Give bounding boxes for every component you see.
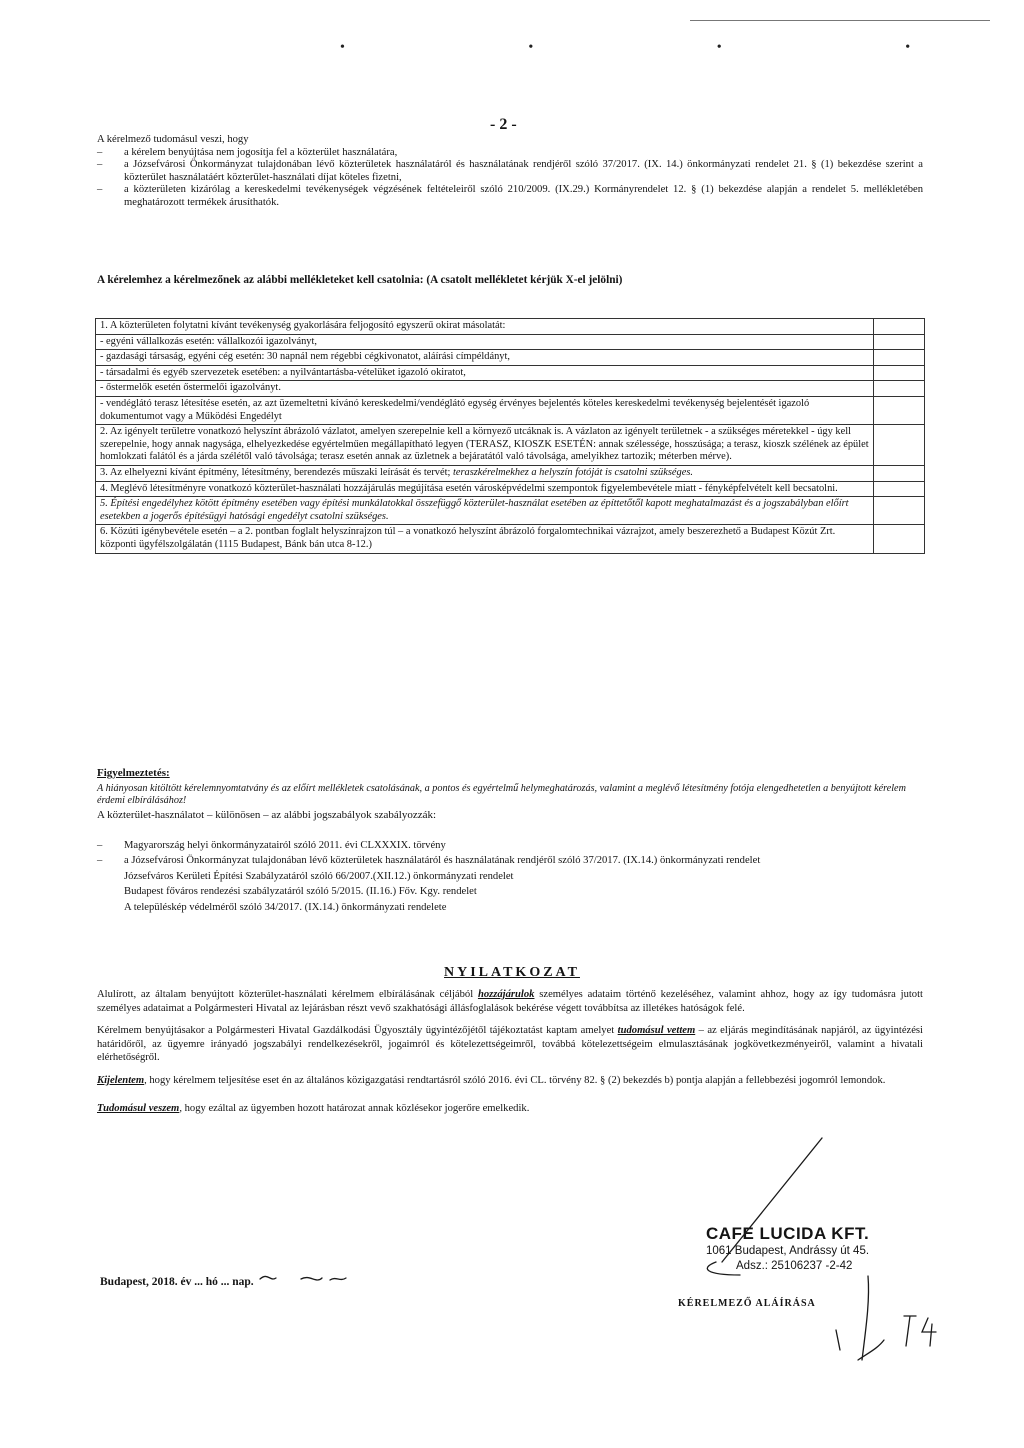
intro-bullet-text: a közterületen kizárólag a kereskedelmi tevékenységek végzésének feltételeiről szóló 210/2009. (IX.29.) Kormányrendelet 12. § (1) bekezdése alapján a rendelet 5. mellékletében meghatározott termékek árusíthatók. (124, 184, 923, 208)
page-number: - 2 - (490, 116, 517, 133)
attachment-text: 5. Építési engedélyhez kötött építmény esetében vagy építési munkálatokkal összefüggő közterület-használat esetében az építtetőtől kapott meghatalmazást és a jogszabályban előírt esetekben a jogerős építésügyi hatósági engedélyt csatolni szükséges. (96, 497, 874, 525)
attachment-text: 3. Az elhelyezni kívánt építmény, létesítmény, berendezés műszaki leírását és tervét; (100, 466, 451, 478)
intro-lead: A kérelmező tudomásul veszi, hogy (97, 134, 249, 145)
intro-bullet-text: a kérelem benyújtása nem jogosítja fel a közterület használatára, (124, 146, 398, 158)
notice-text: A hiányosan kitöltött kérelemnyomtatvány és az előírt mellékletek csatolásának, a pontos és egyértelmű helymeghatározás, valamint a meglévő létesítmény fotója elengedhetetlen a benyújtott kérelem érdemi elbírálásához! (97, 783, 906, 807)
intro-bullet: – a közterületen kizárólag a kereskedelmi tevékenységek végzésének feltételeiről szóló 210/2009. (IX.29.) Kormányrendelet 12. § (1) bekezdése alapján a rendelet 5. mellékletében meghatározott termékek árusíthatók. (97, 184, 923, 208)
stamp-tax-number: Adsz.: 25106237 -2-42 (736, 1260, 853, 1272)
law-text: a Józsefvárosi Önkormányzat tulajdonában lévő közterületek használatáról és használatának rendjéről szóló 37/2017. (IX.14.) önkormányzati rendelet (124, 855, 761, 867)
stamp-company-name: CAFE LUCIDA KFT. (706, 1224, 870, 1243)
law-text: Józsefváros Kerületi Építési Szabályzatáról szóló 66/2007.(XII.12.) önkormányzati rendelet (124, 870, 514, 882)
attachments-heading: A kérelemhez a kérelmezőnek az alábbi mellékleteket kell csatolnia: (A csatolt mellékletet kérjük X-el jelölni) (97, 274, 623, 286)
law-text: A településkép védelméről szóló 34/2017. (IX.14.) önkormányzati rendelete (124, 901, 447, 913)
signature-date: Budapest, 2018. év ... hó ... nap. (100, 1276, 254, 1288)
attachment-text: 4. Meglévő létesítményre vonatkozó közterület-használati hozzájárulás megújítása esetén városképvédelmi szempontok figyelembevétele miatt - fényképfelvételt kell becsatolni. (96, 481, 874, 497)
declaration-paragraph: Kérelmem benyújtásakor a Polgármesteri Hivatal Gazdálkodási Ügyosztály ügyintézőjétől tájékoztatást kaptam amelyet tudomásul vettem – az eljárás megindításának napjáról, az ügyintézési határidőről, az ügyemre irányadó jogszabályi rendelkezésekről, jogaimról és kötelezettségeimről, továbbá kötelezettségeim elmulasztásának jogkövetkezményeiről, valamint a hivatali elérhetőségről. (97, 1025, 923, 1064)
law-text: Budapest főváros rendezési szabályzatáról szóló 5/2015. (II.16.) Főv. Kgy. rendelet (124, 886, 477, 898)
notice-title: Figyelmeztetés: (97, 767, 170, 779)
attachment-text: 1. A közterületen folytatni kívánt tevékenység gyakorlására feljogosító egyszerű okirat másolatát: (96, 319, 874, 335)
attachment-text: - vendéglátó terasz létesítése esetén, az azt üzemeltetni kívánó kereskedelmi/vendéglátó egység érvényes bejelentés köteles kereskedelmi tevékenység bejelentését igazoló dokumentumot vagy a Működési Engedélyt (96, 396, 874, 424)
stamp-address: 1061 Budapest, Andrássy út 45. (706, 1245, 870, 1257)
attachment-text: - egyéni vállalkozás esetén: vállalkozói igazolványt, (96, 334, 874, 350)
declaration-paragraph: Kijelentem, hogy kérelmem teljesítése eset én az általános közigazgatási rendtartásról szóló 2016. évi CL. törvény 82. § (2) bekezdés b) pontja alapján a fellebbezési jogomról lemondok. (97, 1074, 886, 1086)
scan-marks: • • • • (340, 40, 1001, 55)
attachment-text: - társadalmi és egyéb szervezetek esetében: a nyilvántartásba-vételüket igazoló okiratot, (96, 365, 874, 381)
law-item: – a Józsefvárosi Önkormányzat tulajdonában lévő közterületek használatáról és használatának rendjéről szóló 37/2017. (IX.14.) önkormányzati rendelet (97, 853, 923, 868)
declaration-paragraph: Tudomásul veszem, hogy ezáltal az ügyemben hozott határozat annak közlésekor jogerőre emelkedik. (97, 1102, 530, 1114)
law-item: – Magyarország helyi önkormányzatairól szóló 2011. évi CLXXXIX. törvény (97, 838, 923, 853)
intro-bullet-text: a Józsefvárosi Önkormányzat tulajdonában lévő közterületek használatáról és használatának rendjéről szóló 37/2017. (IX. 14.) önkormányzati rendelet 21. § (1) bekezdése szerint a közterület használatáért közterület-használati díjat köteles fizetni, (124, 159, 923, 183)
attachment-text: 6. Közúti igénybevétele esetén – a 2. pontban foglalt helyszínrajzon túl – a vonatkozó helyszínt ábrázoló forgalomtechnikai vázrajzot, amely beszerezhető a Budapest Közút Zrt. központi ügyfélszolgálatán (1115 Budapest, Bánk bán utca 8-12.) (96, 525, 874, 553)
attachment-text: 2. Az igényelt területre vonatkozó helyszínt ábrázoló vázlatot, amelyen szerepelnie kell a környező utcáknak is. A vázlaton az igényelt területnek - a szükséges méretekkel - úgy kell szerepelnie, hogy annak nagysága, elhelyezkedése egyértelműen megállapítható legyen (TERASZ, KIOSZK ESETÉN: annak szélessége, hosszúsága; a terasz, kioszk szélének az épület homlokzati falától és a járda szélétől való távolsága; terasz esetén annak az üzletnek a bejáratától való távolsága, amelyikhez tartozik; méterben mérve). (96, 425, 874, 466)
signature-label: KÉRELMEZŐ ALÁÍRÁSA (678, 1298, 816, 1309)
attachment-text: - gazdasági társaság, egyéni cég esetén: 30 napnál nem régebbi cégkivonatot, aláírási címpéldányt, (96, 350, 874, 366)
declaration-paragraph: Alulírott, az általam benyújtott közterület-használati kérelmem elbírálásának céljából hozzájárulok személyes adataim történő kezeléséhez, valamint ahhoz, hogy az így tudomásra jutott személyes adataimat a Polgármesteri Hivatal az lejárásban részt vevő szakhatósági állásfoglalások bekérése végett továbbítsa az illetékes hatóságok felé. (97, 989, 923, 1014)
attachment-italic-note: teraszkérelmekhez a helyszín fotóját is csatolni szükséges. (452, 466, 693, 478)
intro-bullet: – a Józsefvárosi Önkormányzat tulajdonában lévő közterületek használatáról és használatának rendjéről szóló 37/2017. (IX. 14.) önkormányzati rendelet 21. § (1) bekezdése szerint a közterület használatáért közterület-használati díjat köteles fizetni, (97, 159, 923, 183)
intro-bullet: – a kérelem benyújtása nem jogosítja fel a közterület használatára, (97, 147, 923, 160)
law-text: Magyarország helyi önkormányzatairól szóló 2011. évi CLXXXIX. törvény (124, 840, 446, 851)
declaration-title: NYILATKOZAT (444, 965, 580, 980)
attachment-text: - őstermelők esetén őstermelői igazolványt. (96, 381, 874, 397)
laws-intro: A közterület-használatot – különösen – az alábbi jogszabályok szabályozzák: (97, 809, 437, 821)
